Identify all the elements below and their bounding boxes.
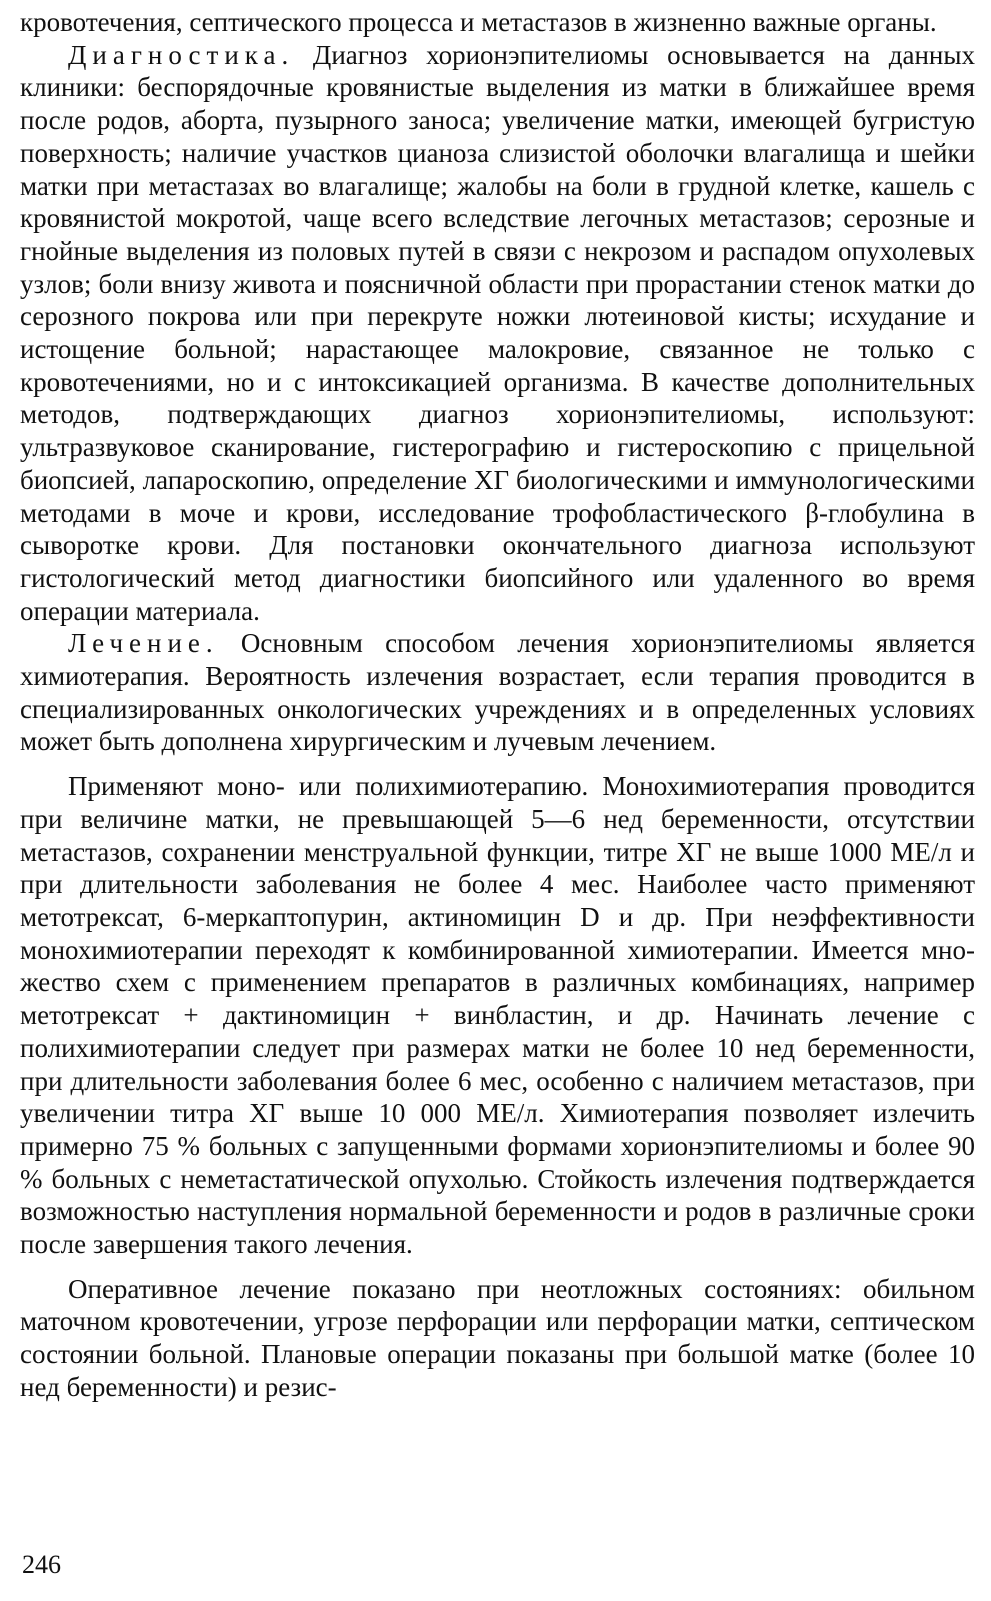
paragraph-intro-text: кровотечения, септического процесса и метастазов в жизненно важные органы. xyxy=(20,7,937,37)
paragraph-diagnostics-text: Диагноз хорионэпителиомы основывается на данных клиники: беспорядочные кровянистые выделения из матки в ближайшее время после родов, аборта, пузырного заноса; увеличение матки, имеющей бугристую поверхность; наличие участков цианоза слизистой оболочки влагалища и шейки матки при метастазах во влагалище; жалобы на боли в грудной клетке, кашель с кровянистой мокротой, чаще всего вследствие легочных метастазов; серозные и гнойные выделения из половых путей в связи с некрозом и распадом опухолевых узлов; боли внизу живота и поясничной области при прорастании стенок матки до серозного покрова или при перекруте ножки лютеиновой кисты; исхудание и истощение больной; нарастающее малокровие, связанное не только с кровотечениями, но и с интоксикацией организма. В качестве дополнительных методов, подтверждающих диагноз хорионэпителиомы, используют: ультразвуковое сканирование, гистерографию и гистероскопию с прицельной биопсией, лапароскопию, определение ХГ биологическими и иммунологическими методами в моче и крови, исследование трофобластического β-глобулина в сыворотке крови. Для постановки окончательного диагноза используют гистологический метод диагностики биопсийного или удаленного во время операции материала. xyxy=(20,39,975,626)
paragraph-chemotherapy-text: Применяют моно- или полихимиотерапию. Монохимиотерапия проводится при величине матки, не превышающей 5—6 нед беременности, отсутствии метастазов, сохранении менструальной функции, титре ХГ не выше 1000 МЕ/л и при длительности заболевания не более 4 мес. Наиболее часто применяют метотрексат, 6-меркаптопурин, актиномицин D и др. При неэффективности монохимиотерапии переходят к комбинированной химиотерапии. Имеется множество схем с применением препаратов в различных комбинациях, например метотрексат + дактиномицин + винбластин, и др. Начинать лечение с полихимиотерапии следует при размерах матки не более 10 нед беременности, при длительности заболевания более 6 мес, особенно с наличием метастазов, при увеличении титра ХГ выше 10 000 МЕ/л. Химиотерапия позволяет излечить примерно 75 % больных с запущенными формами хорионэпителиомы и более 90 % больных с неметастатической опухолью. Стойкость излечения подтверждается возможностью наступления нормальной беременности и родов в различные сроки после завершения такого лечения. xyxy=(20,771,975,1260)
paragraph-surgery xyxy=(20,1273,975,1404)
page-number: 246 xyxy=(22,1550,61,1579)
section-heading-treatment: Лечение. xyxy=(68,628,219,659)
page-body xyxy=(20,6,975,1404)
paragraph-diagnostics xyxy=(20,39,975,628)
paragraph-treatment-text: Основным способом лечения хорионэпителиомы является химиотерапия. Вероятность излечения возрастает, если терапия проводится в специализированных онкологических учреждениях и в определенных условиях может быть дополнена хирургическим и лучевым лечением. xyxy=(20,628,975,757)
paragraph-chemotherapy xyxy=(20,770,975,1261)
paragraph-intro xyxy=(20,6,975,39)
paragraph-surgery-text: Оперативное лечение показано при неотложных состояниях: обильном маточном кровотечении, угрозе перфорации или перфорации матки, септическом состоянии больной. Плановые операции показаны при большой матке (более 10 нед беременности) и резис- xyxy=(20,1273,975,1402)
section-heading-diagnostics: Диагностика. xyxy=(68,39,295,70)
paragraph-treatment xyxy=(20,627,975,758)
